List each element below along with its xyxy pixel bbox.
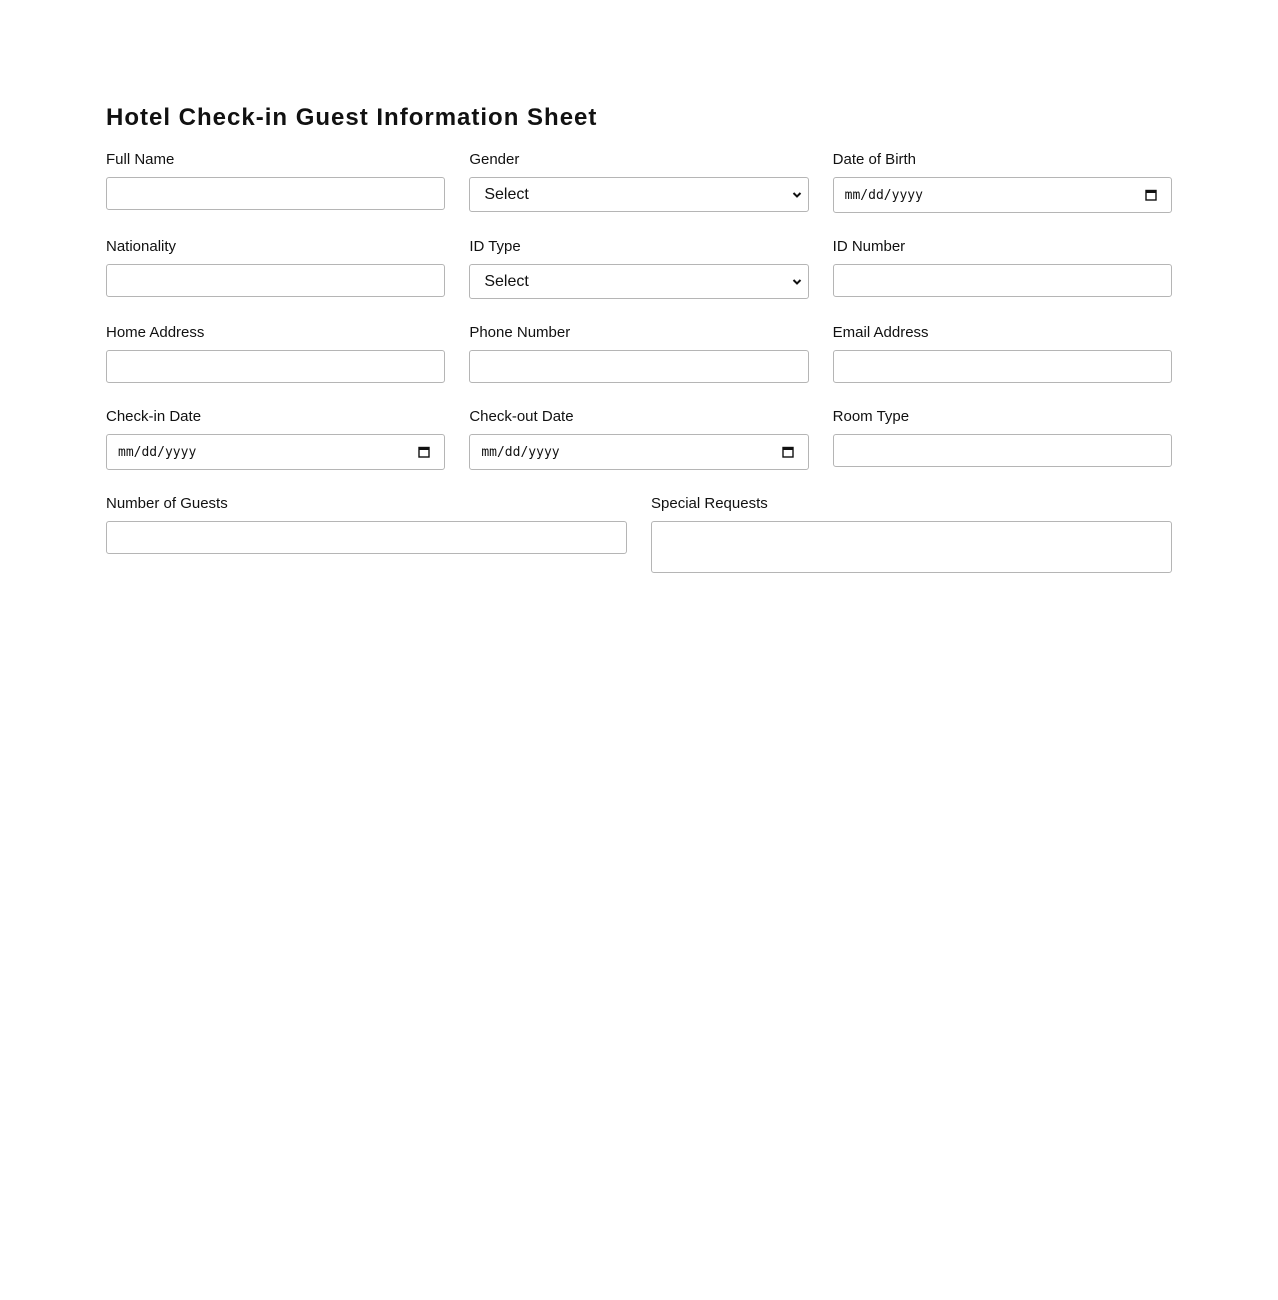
phone-number-label: Phone Number	[469, 324, 571, 341]
page-title: Hotel Check-in Guest Information Sheet	[106, 104, 598, 131]
form-row-3	[106, 324, 1172, 383]
id-number-input[interactable]	[833, 264, 1172, 297]
special-requests-field-group	[651, 495, 1172, 573]
form-row-2	[106, 238, 1172, 299]
room-type-input[interactable]	[833, 434, 1172, 467]
phone-number-input[interactable]	[469, 350, 808, 383]
room-type-label: Room Type	[832, 408, 910, 425]
gender-select[interactable]	[469, 177, 808, 212]
form-row-5	[106, 495, 1172, 573]
nationality-input[interactable]	[106, 264, 445, 297]
full-name-label: Full Name	[106, 151, 175, 168]
number-of-guests-field-group	[106, 495, 627, 573]
id-number-field-group	[833, 238, 1172, 299]
calendar-icon[interactable]	[1145, 189, 1157, 201]
nationality-label: Nationality	[106, 238, 177, 255]
email-address-label: Email Address	[832, 324, 929, 341]
date-of-birth-placeholder: mm/dd/yyyy	[844, 187, 923, 203]
form-row-1	[106, 151, 1172, 213]
id-type-label: ID Type	[469, 238, 521, 255]
calendar-icon[interactable]	[418, 446, 430, 458]
gender-field-group	[469, 151, 808, 213]
id-number-label: ID Number	[832, 238, 906, 255]
check-out-date-placeholder: mm/dd/yyyy	[481, 444, 560, 460]
chevron-down-icon	[792, 277, 802, 287]
date-of-birth-field-group	[833, 151, 1172, 213]
gender-label: Gender	[469, 151, 520, 168]
check-in-date-label: Check-in Date	[106, 408, 202, 425]
home-address-input[interactable]	[106, 350, 445, 383]
calendar-icon[interactable]	[782, 446, 794, 458]
id-type-select[interactable]	[469, 264, 808, 299]
home-address-field-group	[106, 324, 445, 383]
check-in-date-field-group	[106, 408, 445, 470]
id-type-field-group	[469, 238, 808, 299]
special-requests-textarea[interactable]	[651, 521, 1172, 573]
number-of-guests-input[interactable]	[106, 521, 627, 554]
check-in-date-input[interactable]	[106, 434, 445, 470]
form-row-4	[106, 408, 1172, 470]
date-of-birth-label: Date of Birth	[832, 151, 917, 168]
check-out-date-input[interactable]	[469, 434, 808, 470]
special-requests-label: Special Requests	[651, 495, 768, 512]
check-out-date-label: Check-out Date	[469, 408, 574, 425]
room-type-field-group	[833, 408, 1172, 470]
form-container	[106, 100, 1172, 573]
date-of-birth-input[interactable]	[833, 177, 1172, 213]
check-in-date-placeholder: mm/dd/yyyy	[118, 444, 197, 460]
check-out-date-field-group	[469, 408, 808, 470]
full-name-input[interactable]	[106, 177, 445, 210]
id-type-selected-value: Select	[484, 272, 529, 290]
email-address-field-group	[833, 324, 1172, 383]
chevron-down-icon	[792, 190, 802, 200]
nationality-field-group	[106, 238, 445, 299]
gender-selected-value: Select	[484, 185, 529, 203]
phone-number-field-group	[469, 324, 808, 383]
home-address-label: Home Address	[106, 324, 205, 341]
number-of-guests-label: Number of Guests	[106, 495, 228, 512]
email-address-input[interactable]	[833, 350, 1172, 383]
full-name-field-group	[106, 151, 445, 213]
